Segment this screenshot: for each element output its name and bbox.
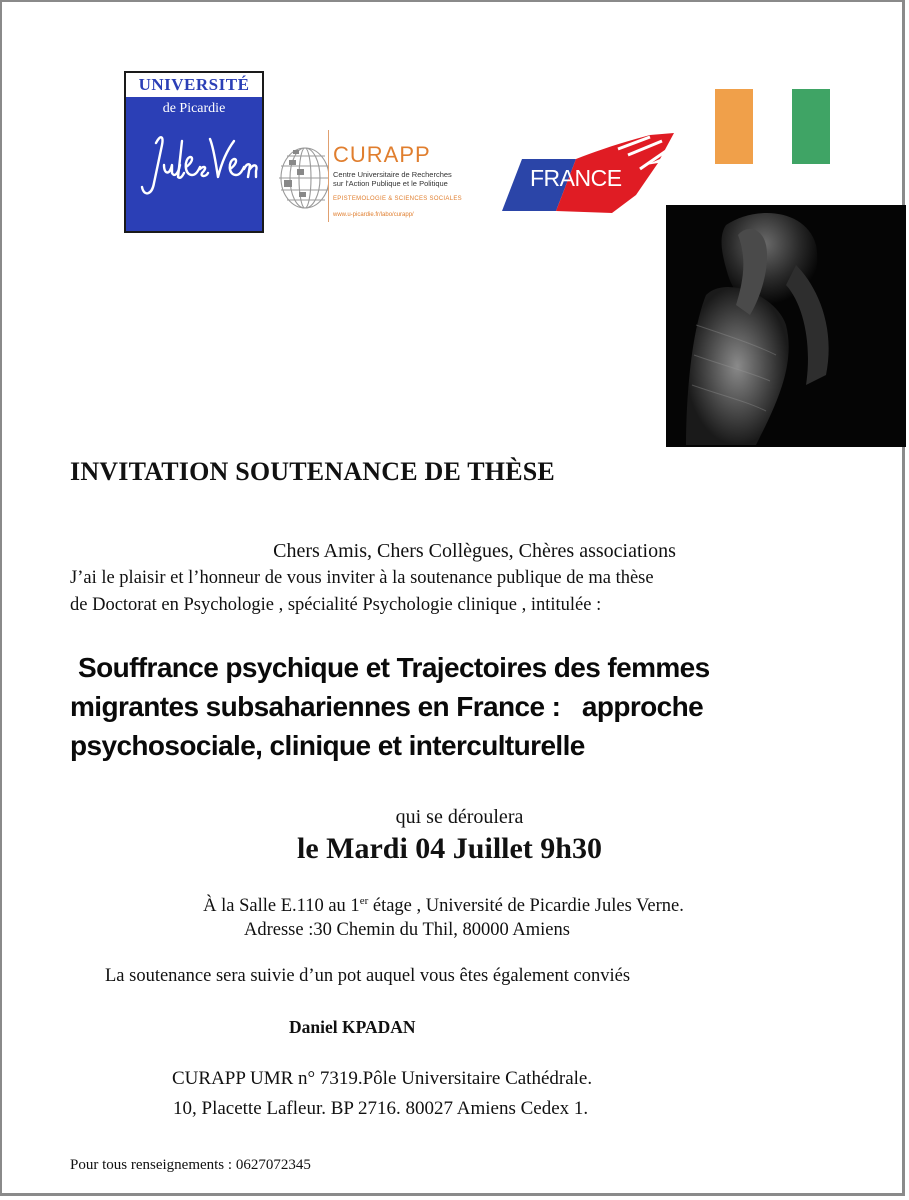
flag-green-stripe xyxy=(792,89,830,164)
invitation-heading: INVITATION SOUTENANCE DE THÈSE xyxy=(70,457,555,486)
distressed-woman-photo xyxy=(666,205,906,447)
greeting: Chers Amis, Chers Collègues, Chères associations xyxy=(273,540,676,562)
defense-date: le Mardi 04 Juillet 9h30 xyxy=(297,832,602,865)
curapp-description-line: Centre Universitaire de Recherches xyxy=(333,170,452,179)
university-logo-title: UNIVERSITÉ xyxy=(126,73,262,97)
venue-ordinal: er xyxy=(359,895,369,907)
university-logo xyxy=(124,71,264,233)
venue-text: À la Salle E.110 au 1 xyxy=(203,896,360,917)
france-logo xyxy=(500,129,678,217)
thesis-title-line: migrantes subsahariennes en France : approche xyxy=(70,691,704,722)
thesis-title-line: psychosociale, clinique et interculturelle xyxy=(70,730,585,761)
curapp-logo-tagline: EPISTEMOLOGIE & SCIENCES SOCIALES xyxy=(333,196,462,202)
jules-verne-signature-icon xyxy=(134,121,262,211)
curapp-address-line: CURAPP UMR n° 7319.Pôle Universitaire Cathédrale. xyxy=(172,1068,593,1089)
ivory-coast-flag xyxy=(715,89,830,164)
intro-line: J’ai le plaisir et l’honneur de vous inviter à la soutenance publique de ma thèse xyxy=(70,568,654,588)
curapp-divider xyxy=(328,130,329,222)
curapp-logo-url: www.u-picardie.fr/labo/curapp/ xyxy=(333,212,414,218)
thesis-title xyxy=(70,648,830,765)
curapp-description-line: sur l'Action Publique et le Politique xyxy=(333,179,448,188)
flag-orange-stripe xyxy=(715,89,753,164)
woman-silhouette-icon xyxy=(666,205,906,447)
curapp-logo xyxy=(275,128,480,226)
france-logo-text: FRANCE xyxy=(530,165,622,191)
curapp-address-line: 10, Placette Lafleur. BP 2716. 80027 Amiens Cedex 1. xyxy=(173,1098,589,1119)
venue-text: étage , Université de Picardie Jules Verne. xyxy=(368,896,684,917)
globe-icon xyxy=(275,136,329,220)
deroulera-text: qui se déroulera xyxy=(395,806,524,828)
intro-line: de Doctorat en Psychologie , spécialité Psychologie clinique , intitulée : xyxy=(70,595,602,615)
university-logo-subtitle: de Picardie xyxy=(162,101,226,116)
reception-note: La soutenance sera suivie d’un pot auquel vous êtes également conviés xyxy=(105,966,631,986)
venue-line xyxy=(2,895,907,917)
curapp-logo-description xyxy=(333,170,483,188)
curapp-logo-name: CURAPP xyxy=(333,142,431,167)
signer-name: Daniel KPADAN xyxy=(289,1017,416,1037)
address-line: Adresse :30 Chemin du Thil, 80000 Amiens xyxy=(244,920,570,940)
thesis-title-line: Souffrance psychique et Trajectoires des femmes xyxy=(78,652,710,683)
contact-info: Pour tous renseignements : 0627072345 xyxy=(70,1157,311,1173)
